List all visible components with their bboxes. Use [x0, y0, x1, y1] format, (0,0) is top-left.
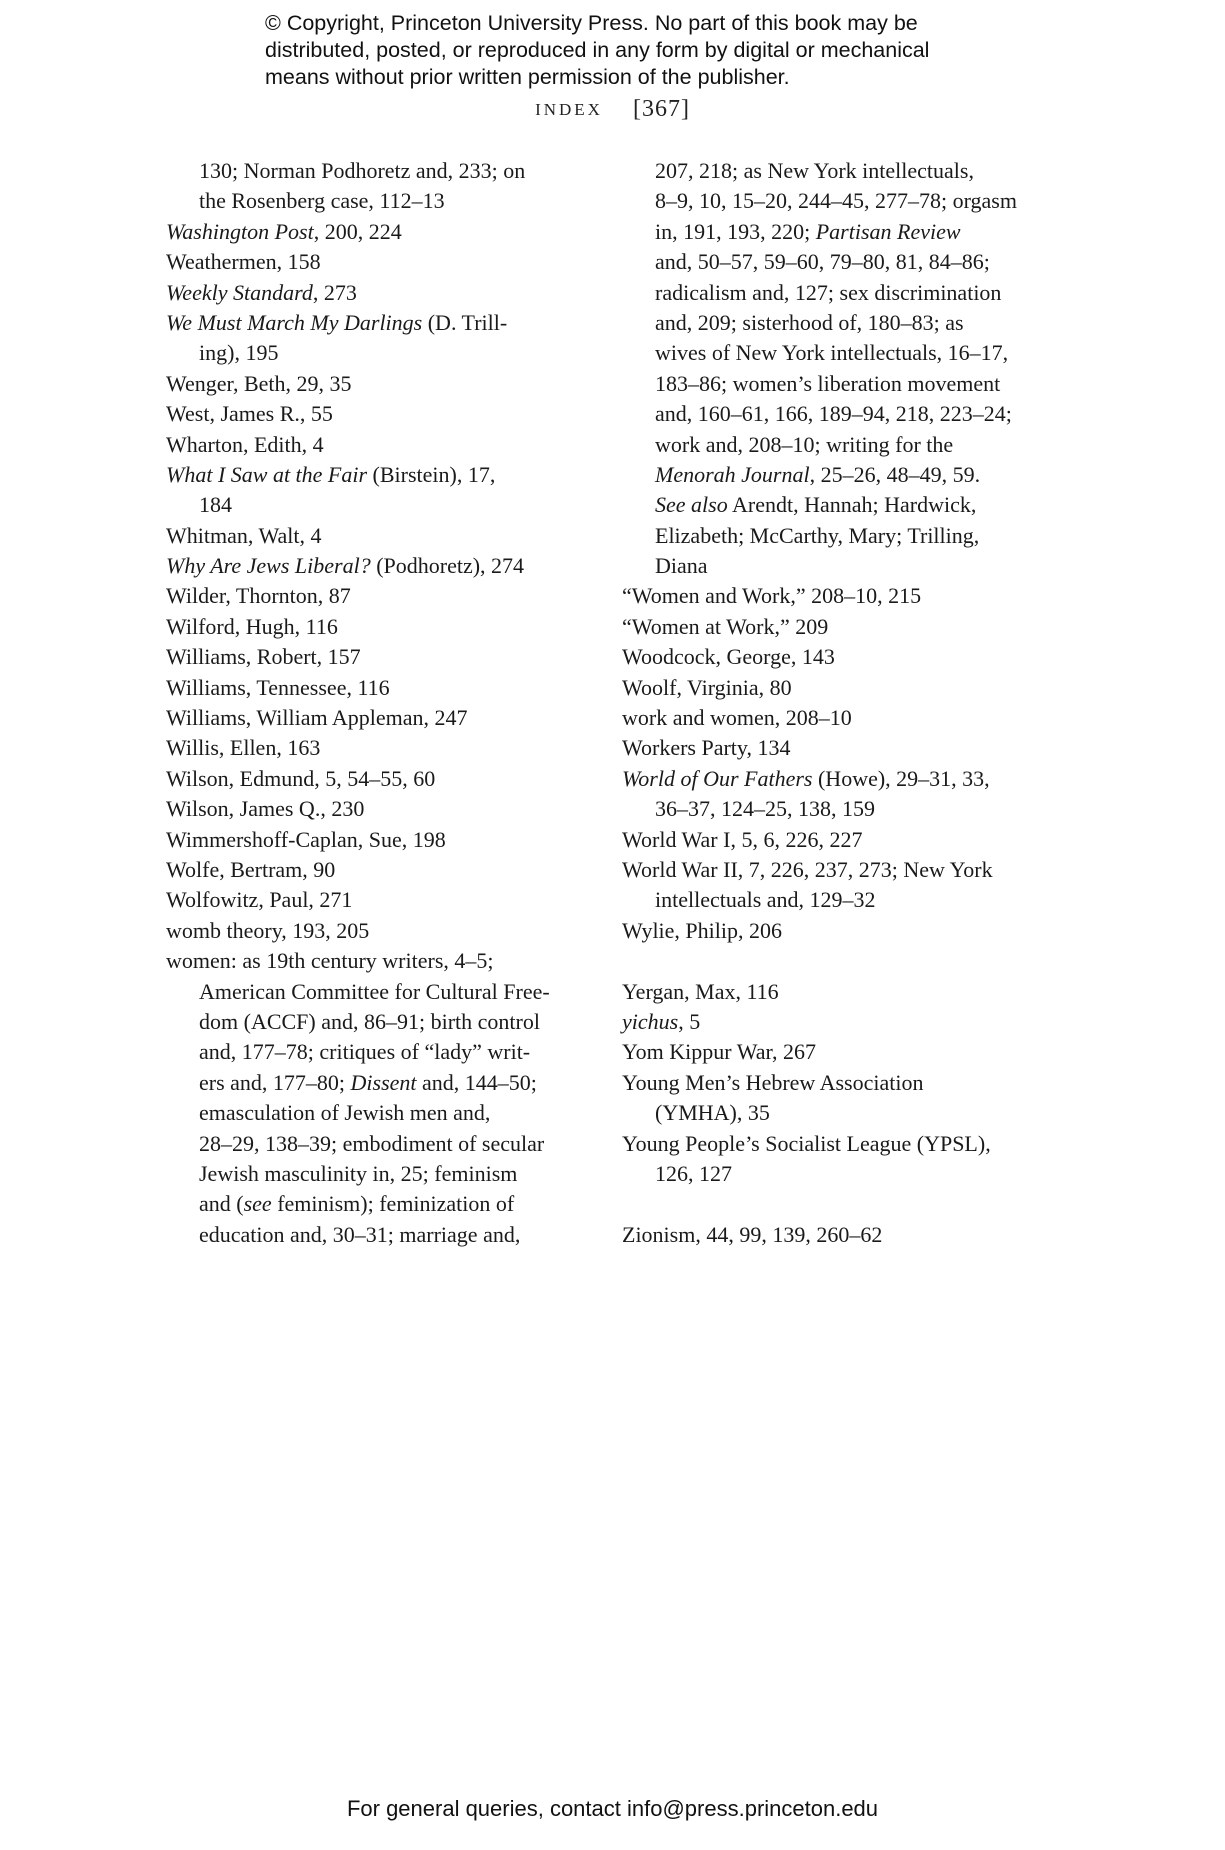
index-entry-text: Wylie, Philip, 206	[622, 917, 783, 943]
index-entry-text: Wilson, James Q., 230	[166, 796, 365, 822]
index-entry	[622, 673, 1062, 703]
index-entry-text: and, 160–61, 166, 189–94, 218, 223–24;	[655, 401, 1012, 427]
index-entry	[166, 430, 586, 460]
index-entry-continuation	[622, 1159, 1062, 1189]
index-entry	[166, 642, 586, 672]
index-entry-text: , 200, 224	[313, 218, 402, 244]
index-entry-continuation	[166, 186, 586, 216]
index-entry-continuation	[622, 156, 1062, 186]
index-entry-text: Arendt, Hannah; Hardwick,	[727, 492, 977, 518]
index-entry-text: Jewish masculinity in, 25; feminism	[199, 1160, 518, 1186]
index-entry-text: , 273	[312, 279, 357, 305]
index-entry-title: Washington Post	[166, 218, 314, 244]
index-entry	[166, 217, 586, 247]
index-entry-text: and, 177–78; critiques of “lady” writ-	[199, 1039, 531, 1065]
index-entry	[622, 642, 1062, 672]
index-entry-continuation	[166, 1189, 586, 1219]
index-entry-continuation	[622, 521, 1062, 551]
index-entry-text: Workers Party, 134	[622, 735, 791, 761]
index-entry-text: ing), 195	[199, 340, 279, 366]
index-entry-title: Weekly Standard	[166, 279, 313, 305]
index-entry-text: 28–29, 138–39; embodiment of secular	[199, 1130, 545, 1156]
index-entry-text: World War I, 5, 6, 226, 227	[622, 826, 863, 852]
index-entry-title: Menorah Journal	[655, 461, 810, 487]
index-entry-continuation	[622, 308, 1062, 338]
index-entry	[622, 733, 1062, 763]
index-entry-continuation	[622, 460, 1062, 490]
index-column-left	[166, 156, 586, 1250]
index-entry-text: 8–9, 10, 15–20, 244–45, 277–78; orgasm	[655, 188, 1017, 214]
index-entry-title: See also	[655, 492, 728, 518]
index-entry	[166, 369, 586, 399]
index-entry-text: 184	[199, 492, 232, 518]
index-entry-text: (YMHA), 35	[655, 1100, 770, 1126]
index-entry-text: work and women, 208–10	[622, 705, 852, 731]
index-entry-text: American Committee for Cultural Free-	[199, 978, 550, 1004]
index-entry-continuation	[622, 247, 1062, 277]
index-entry-continuation	[622, 399, 1062, 429]
index-entry-continuation	[166, 1068, 586, 1098]
index-entry	[622, 1007, 1062, 1037]
index-entry-text: (Birstein), 17,	[367, 461, 496, 487]
index-entry	[622, 855, 1062, 885]
index-entry	[622, 1129, 1062, 1159]
index-entry-text: “Women and Work,” 208–10, 215	[622, 583, 922, 609]
index-entry-continuation	[166, 1037, 586, 1067]
index-entry-continuation	[622, 369, 1062, 399]
index-entry-text: 207, 218; as New York intellectuals,	[655, 158, 974, 183]
index-entry-continuation	[622, 794, 1062, 824]
index-entry-text: Wimmershoff-Caplan, Sue, 198	[166, 826, 446, 852]
index-entry-text: education and, 30–31; marriage and,	[199, 1221, 521, 1247]
index-entry-text: Weathermen, 158	[166, 249, 321, 275]
index-entry	[166, 673, 586, 703]
index-entry-text: intellectuals and, 129–32	[655, 887, 876, 913]
index-entry-continuation	[166, 490, 586, 520]
index-entry-continuation	[166, 1159, 586, 1189]
index-entry-text: and (	[199, 1191, 244, 1217]
index-entry-title: yichus	[622, 1008, 679, 1034]
index-entry-text: work and, 208–10; writing for the	[655, 431, 954, 457]
index-entry-text: the Rosenberg case, 112–13	[199, 188, 445, 214]
index-entry-text: Williams, William Appleman, 247	[166, 705, 468, 731]
index-entry-text: (D. Trill-	[422, 309, 508, 335]
index-entry-title: see	[243, 1191, 272, 1217]
index-entry-continuation	[166, 338, 586, 368]
index-entry-continuation	[166, 1220, 586, 1250]
copyright-notice	[265, 10, 1025, 91]
index-entry-title: Dissent	[350, 1069, 417, 1095]
index-entry-text: Williams, Robert, 157	[166, 644, 361, 670]
index-entry-continuation	[622, 490, 1062, 520]
index-entry-text: and, 209; sisterhood of, 180–83; as	[655, 309, 964, 335]
index-entry-continuation	[166, 1007, 586, 1037]
index-entry-text: ers and, 177–80;	[199, 1069, 351, 1095]
index-entry-text: World War II, 7, 226, 237, 273; New York	[622, 856, 993, 882]
index-entry-text: Wharton, Edith, 4	[166, 431, 324, 457]
index-entry-text: Young People’s Socialist League (YPSL),	[622, 1130, 991, 1156]
index-entry	[166, 855, 586, 885]
index-entry-title: World of Our Fathers	[622, 765, 813, 791]
index-entry	[166, 399, 586, 429]
index-entry	[166, 916, 586, 946]
index-entry-text: 36–37, 124–25, 138, 159	[655, 796, 875, 822]
index-entry-text: Woodcock, George, 143	[622, 644, 835, 670]
index-entry	[622, 612, 1062, 642]
index-entry-text: women: as 19th century writers, 4–5;	[166, 948, 494, 974]
index-entry-text: Wolfowitz, Paul, 271	[166, 887, 353, 913]
copyright-line: © Copyright, Princeton University Press. No part of this book may be	[265, 11, 918, 35]
index-entry-title: What I Saw at the Fair	[166, 461, 368, 487]
index-entry	[166, 825, 586, 855]
running-head-label: INDEX	[535, 99, 603, 119]
index-entry-text: dom (ACCF) and, 86–91; birth control	[199, 1008, 540, 1034]
index-entry-text: 126, 127	[655, 1160, 732, 1186]
index-entry-text: Wilson, Edmund, 5, 54–55, 60	[166, 765, 436, 791]
index-entry	[166, 794, 586, 824]
index-entry-text: Yom Kippur War, 267	[622, 1039, 816, 1065]
index-entry-text: Wilder, Thornton, 87	[166, 583, 351, 609]
index-entry-text: Willis, Ellen, 163	[166, 735, 321, 761]
index-entry	[622, 1037, 1062, 1067]
index-entry-text: “Women at Work,” 209	[622, 613, 829, 639]
index-entry	[622, 825, 1062, 855]
index-entry-text: (Howe), 29–31, 33,	[812, 765, 990, 791]
index-entry-title: Partisan Review	[815, 218, 961, 244]
index-entry-continuation	[166, 1098, 586, 1128]
index-entry-continuation	[622, 278, 1062, 308]
index-entry-text: (Podhoretz), 274	[370, 553, 525, 579]
index-section-gap	[622, 946, 1062, 976]
index-entry-text: Woolf, Virginia, 80	[622, 674, 792, 700]
page-number: [367]	[632, 96, 690, 122]
index-entry-text: emasculation of Jewish men and,	[199, 1100, 491, 1126]
index-entry-text: wives of New York intellectuals, 16–17,	[655, 340, 1009, 366]
index-entry-text: radicalism and, 127; sex discrimination	[655, 279, 1002, 305]
index-entry-text: Elizabeth; McCarthy, Mary; Trilling,	[655, 522, 980, 548]
index-entry	[622, 977, 1062, 1007]
index-entry	[166, 733, 586, 763]
index-entry-continuation	[622, 551, 1062, 581]
copyright-line: means without prior written permission of the publisher.	[265, 65, 790, 89]
index-entry-text: Wenger, Beth, 29, 35	[166, 370, 352, 396]
index-entry-text: and, 50–57, 59–60, 79–80, 81, 84–86;	[655, 249, 990, 275]
index-entry-title: Why Are Jews Liberal?	[166, 553, 371, 579]
index-column-right	[622, 156, 1062, 1250]
index-entry-text: Whitman, Walt, 4	[166, 522, 322, 548]
index-entry-text: Diana	[655, 553, 708, 579]
index-entry	[622, 916, 1062, 946]
copyright-line: distributed, posted, or reproduced in any form by digital or mechanical	[265, 38, 930, 62]
index-entry	[166, 703, 586, 733]
index-entry	[166, 247, 586, 277]
index-entry	[166, 764, 586, 794]
index-entry-text: 130; Norman Podhoretz and, 233; on	[199, 158, 526, 183]
index-entry-continuation	[166, 977, 586, 1007]
index-entry	[622, 1220, 1062, 1250]
index-entry	[166, 278, 586, 308]
running-head	[0, 96, 1225, 123]
index-entry-text: in, 191, 193, 220;	[655, 218, 816, 244]
index-entry-continuation	[622, 430, 1062, 460]
index-entry-continuation	[622, 217, 1062, 247]
index-entry-continuation	[166, 1129, 586, 1159]
index-entry	[622, 703, 1062, 733]
index-entry-continuation	[622, 186, 1062, 216]
index-entry-continuation	[622, 1098, 1062, 1128]
index-entry	[166, 612, 586, 642]
index-entry-continuation	[622, 885, 1062, 915]
index-entry-text: Young Men’s Hebrew Association	[622, 1069, 924, 1095]
index-section-gap	[622, 1189, 1062, 1219]
index-entry-text: Williams, Tennessee, 116	[166, 674, 390, 700]
index-entry-text: feminism); feminization of	[271, 1191, 515, 1217]
index-entry-text: Yergan, Max, 116	[622, 978, 779, 1004]
index-entry-text: , 25–26, 48–49, 59.	[809, 461, 981, 487]
index-entry-text: Zionism, 44, 99, 139, 260–62	[622, 1221, 883, 1247]
index-entry	[166, 885, 586, 915]
footer-contact: For general queries, contact info@press.princeton.edu	[346, 1796, 879, 1821]
index-entry	[166, 308, 586, 338]
index-entry-text: and, 144–50;	[416, 1069, 537, 1095]
index-entry-continuation	[166, 156, 586, 186]
index-entry	[166, 521, 586, 551]
index-entry	[622, 1068, 1062, 1098]
index-entry-text: womb theory, 193, 205	[166, 917, 370, 943]
index-entry	[622, 764, 1062, 794]
index-entry	[166, 581, 586, 611]
index-entry	[166, 460, 586, 490]
index-entry	[622, 581, 1062, 611]
index-entry-text: 183–86; women’s liberation movement	[655, 370, 1001, 396]
index-entry-text: Wolfe, Bertram, 90	[166, 856, 336, 882]
index-entry	[166, 551, 586, 581]
index-entry	[166, 946, 586, 976]
index-entry-text: West, James R., 55	[166, 401, 333, 427]
index-entry-text: Wilford, Hugh, 116	[166, 613, 338, 639]
index-entry-continuation	[622, 338, 1062, 368]
index-entry-title: We Must March My Darlings	[166, 309, 423, 335]
index-entry-text: , 5	[678, 1008, 701, 1034]
